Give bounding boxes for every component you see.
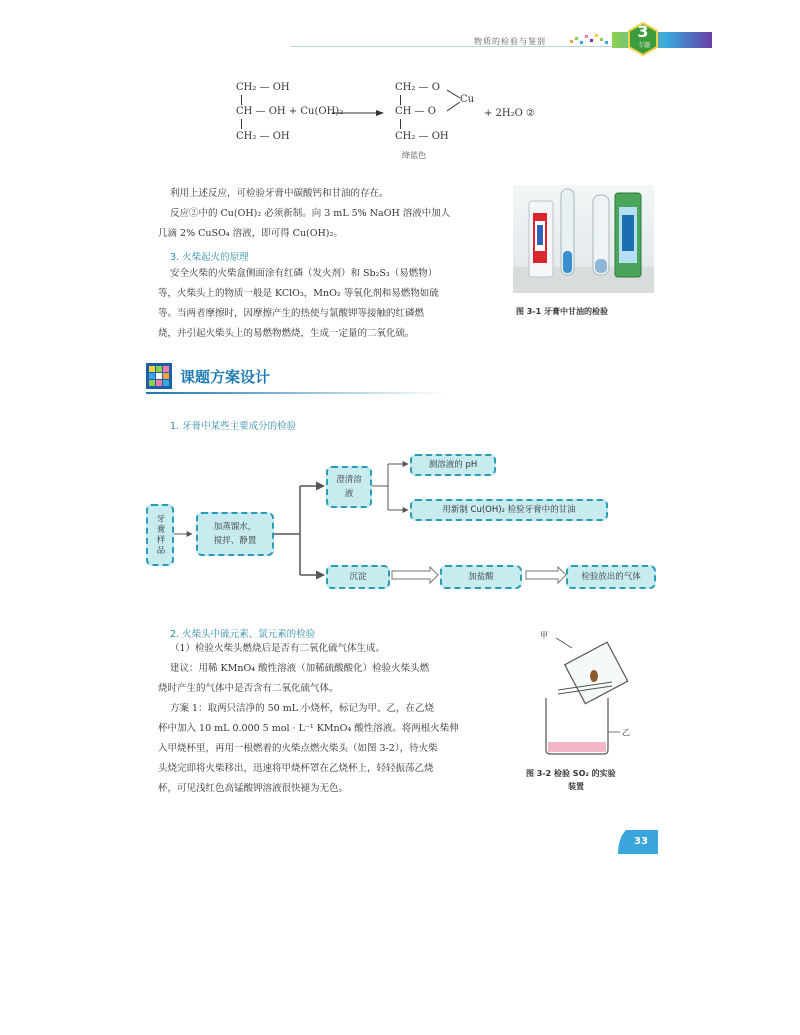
toothpaste-photo — [513, 185, 654, 293]
item-2-plan-1: 方案 1：取两只洁净的 50 mL 小烧杯，标记为甲、乙，在乙烧 — [170, 703, 435, 714]
eq-right-mid: CH — O — [395, 106, 436, 117]
item-2-plan-5: 杯，可见浅红色高锰酸钾溶液很快褪为无色。 — [158, 783, 349, 794]
flow-box-precipitate: 沉淀 — [326, 565, 390, 589]
toothpaste-tubes-image — [513, 185, 654, 293]
eq-bond — [400, 119, 401, 129]
figure-3-2-caption-line2: 装置 — [568, 782, 584, 791]
item-2-heading: 2. 火柴头中硫元素、氯元素的检验 — [170, 629, 316, 640]
label-jia: 甲 — [540, 631, 548, 640]
figure-3-1-caption: 图 3-1 牙膏中甘油的检验 — [516, 307, 609, 316]
eq-product: + 2H₂O ② — [484, 108, 535, 119]
chapter-number: 3 — [637, 22, 649, 41]
flow-box-ph: 测溶液的 pH — [410, 454, 496, 476]
figure-3-2-caption-line1: 图 3-2 检验 SO₂ 的实验 — [526, 769, 616, 778]
eq-right-top: CH₂ — O — [395, 82, 440, 93]
header-rule — [290, 46, 630, 47]
eq-cu: Cu — [460, 94, 475, 105]
label-yi: 乙 — [622, 728, 630, 737]
flow-box-sample: 牙膏样品 — [146, 504, 174, 566]
section-title: 课题方案设计 — [180, 368, 271, 386]
item-2-suggestion-2: 烧时产生的气体中是否含有二氧化硫气体。 — [158, 683, 339, 694]
chapter-label: 专题 — [637, 42, 650, 49]
running-title: 物质的检验与鉴别 — [474, 37, 546, 46]
item-1-heading: 1. 牙膏中某些主要成分的检验 — [170, 421, 297, 432]
eq-bond — [400, 95, 401, 105]
item-2-plan-2: 杯中加入 10 mL 0.000 5 mol · L⁻¹ KMnO₄ 酸性溶液。将两根火柴伸 — [158, 723, 459, 734]
flow-box-dissolve-line2: 搅拌、静置 — [213, 536, 257, 546]
item-2-plan-4: 头烧完即将火柴移出，迅速将甲烧杯罩在乙烧杯上，轻轻振荡乙烧 — [158, 763, 434, 774]
decorative-dots — [568, 32, 612, 46]
section-underline — [146, 392, 446, 394]
body-line-3: 几滴 2% CuSO₄ 溶液，即可得 Cu(OH)₂。 — [158, 228, 343, 239]
eq-color-note: 绛蓝色 — [402, 151, 426, 160]
eq-left-top: CH₂ — OH — [236, 82, 290, 93]
item-2-suggestion-1: 建议：用稀 KMnO₄ 酸性溶液（加稀硫酸酸化）检验火柴头燃 — [170, 663, 430, 674]
item-2-plan-3: 入甲烧杯里，再用一根燃着的火柴点燃火柴头（如图 3-2），待火柴 — [158, 743, 438, 754]
body-line-5: 等，火柴头上的物质一般是 KClO₃，MnO₂ 等氧化剂和易燃物如硫 — [158, 288, 439, 299]
page-number: 33 — [634, 836, 648, 847]
body-line-2: 反应②中的 Cu(OH)₂ 必须新制。向 3 mL 5% NaOH 溶液中加人 — [170, 208, 451, 219]
eq-bond — [241, 95, 242, 105]
beaker-apparatus-icon — [528, 632, 648, 762]
eq-left-bot: CH₂ — OH — [236, 131, 290, 142]
flow-box-dissolve — [196, 512, 274, 556]
eq-left-mid: CH — OH + Cu(OH)₂ — [236, 106, 344, 117]
flow-box-cuoh: 用新制 Cu(OH)₂ 检验牙膏中的甘油 — [410, 499, 608, 521]
section-grid-icon — [146, 363, 172, 389]
flow-box-gas-test: 检验放出的气体 — [566, 565, 656, 589]
eq-right-bot: CH₂ — OH — [395, 131, 449, 142]
reaction-arrow-icon — [332, 108, 384, 118]
body-line-6: 等。当两者摩擦时，因摩擦产生的热使与氯酸钾等接触的红磷燃 — [158, 308, 425, 319]
subheading-3: 3. 火柴起火的原理 — [170, 252, 249, 263]
body-line-7: 烧，并引起火柴头上的易燃物燃烧，生成一定量的二氧化硫。 — [158, 328, 415, 339]
flow-box-clear-solution: 澄清溶液 — [326, 466, 372, 508]
body-line-4: 安全火柴的火柴盒侧面涂有红磷（发火剂）和 Sb₂S₃（易燃物） — [170, 268, 438, 279]
body-line-1: 利用上述反应，可检验牙膏中碳酸钙和甘油的存在。 — [170, 188, 389, 199]
eq-bond — [241, 119, 242, 129]
header-color-bar — [612, 32, 712, 48]
flow-box-dissolve-line1: 加蒸馏水， — [213, 522, 257, 532]
item-2-sub1: （1）检验火柴头燃烧后是否有二氧化硫气体生成。 — [170, 643, 386, 654]
flow-box-add-acid: 加盐酸 — [440, 565, 522, 589]
